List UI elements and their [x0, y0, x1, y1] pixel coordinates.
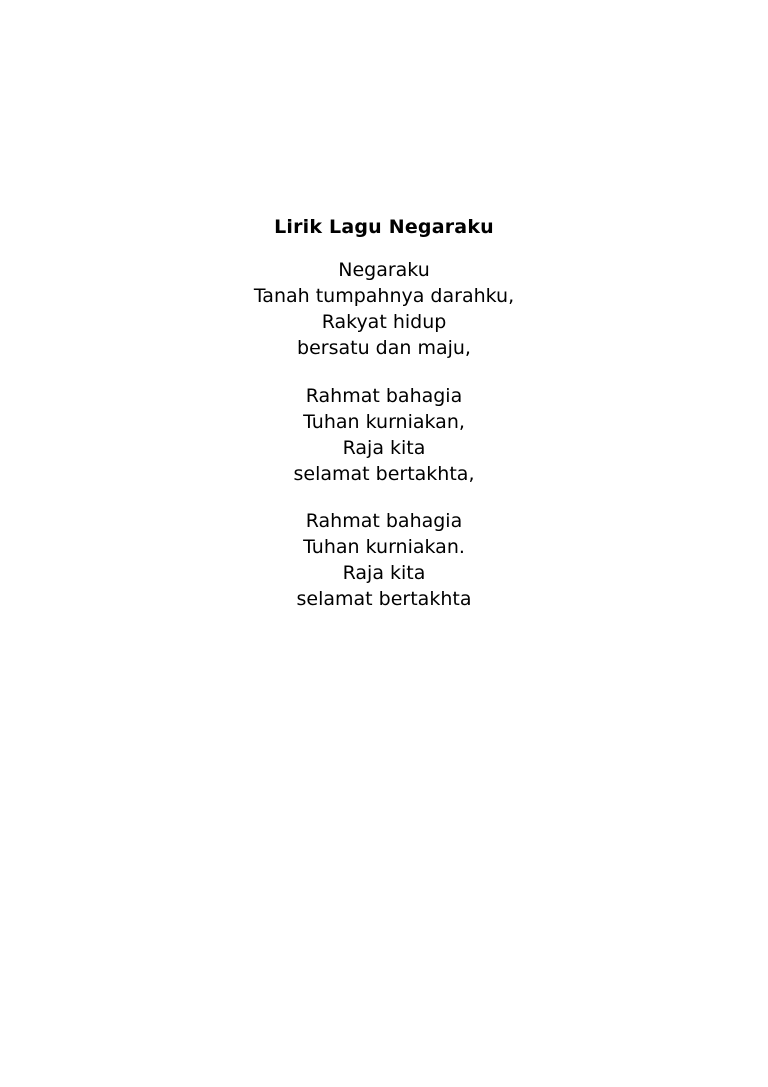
lyric-line: bersatu dan maju,	[297, 337, 471, 359]
lyric-line: Rakyat hidup	[321, 311, 447, 333]
lyric-line: Tuhan kurniakan,	[303, 411, 465, 433]
lyric-line: Tanah tumpahnya darahku,	[253, 285, 515, 307]
lyric-line: selamat bertakhta,	[293, 463, 475, 485]
lyric-line: Raja kita	[342, 437, 426, 459]
lyric-line: Rahmat bahagia	[305, 510, 463, 532]
lyric-line: selamat bertakhta	[296, 588, 472, 610]
stanza-2	[0, 383, 768, 487]
lyric-line: Negaraku	[338, 259, 430, 281]
lyric-line: Raja kita	[342, 562, 426, 584]
page-title: Lirik Lagu Negaraku	[274, 216, 494, 238]
lyric-line: Rahmat bahagia	[305, 385, 463, 407]
stanza-3	[0, 508, 768, 612]
stanza-1	[0, 257, 768, 361]
lyric-line: Tuhan kurniakan.	[303, 536, 465, 558]
